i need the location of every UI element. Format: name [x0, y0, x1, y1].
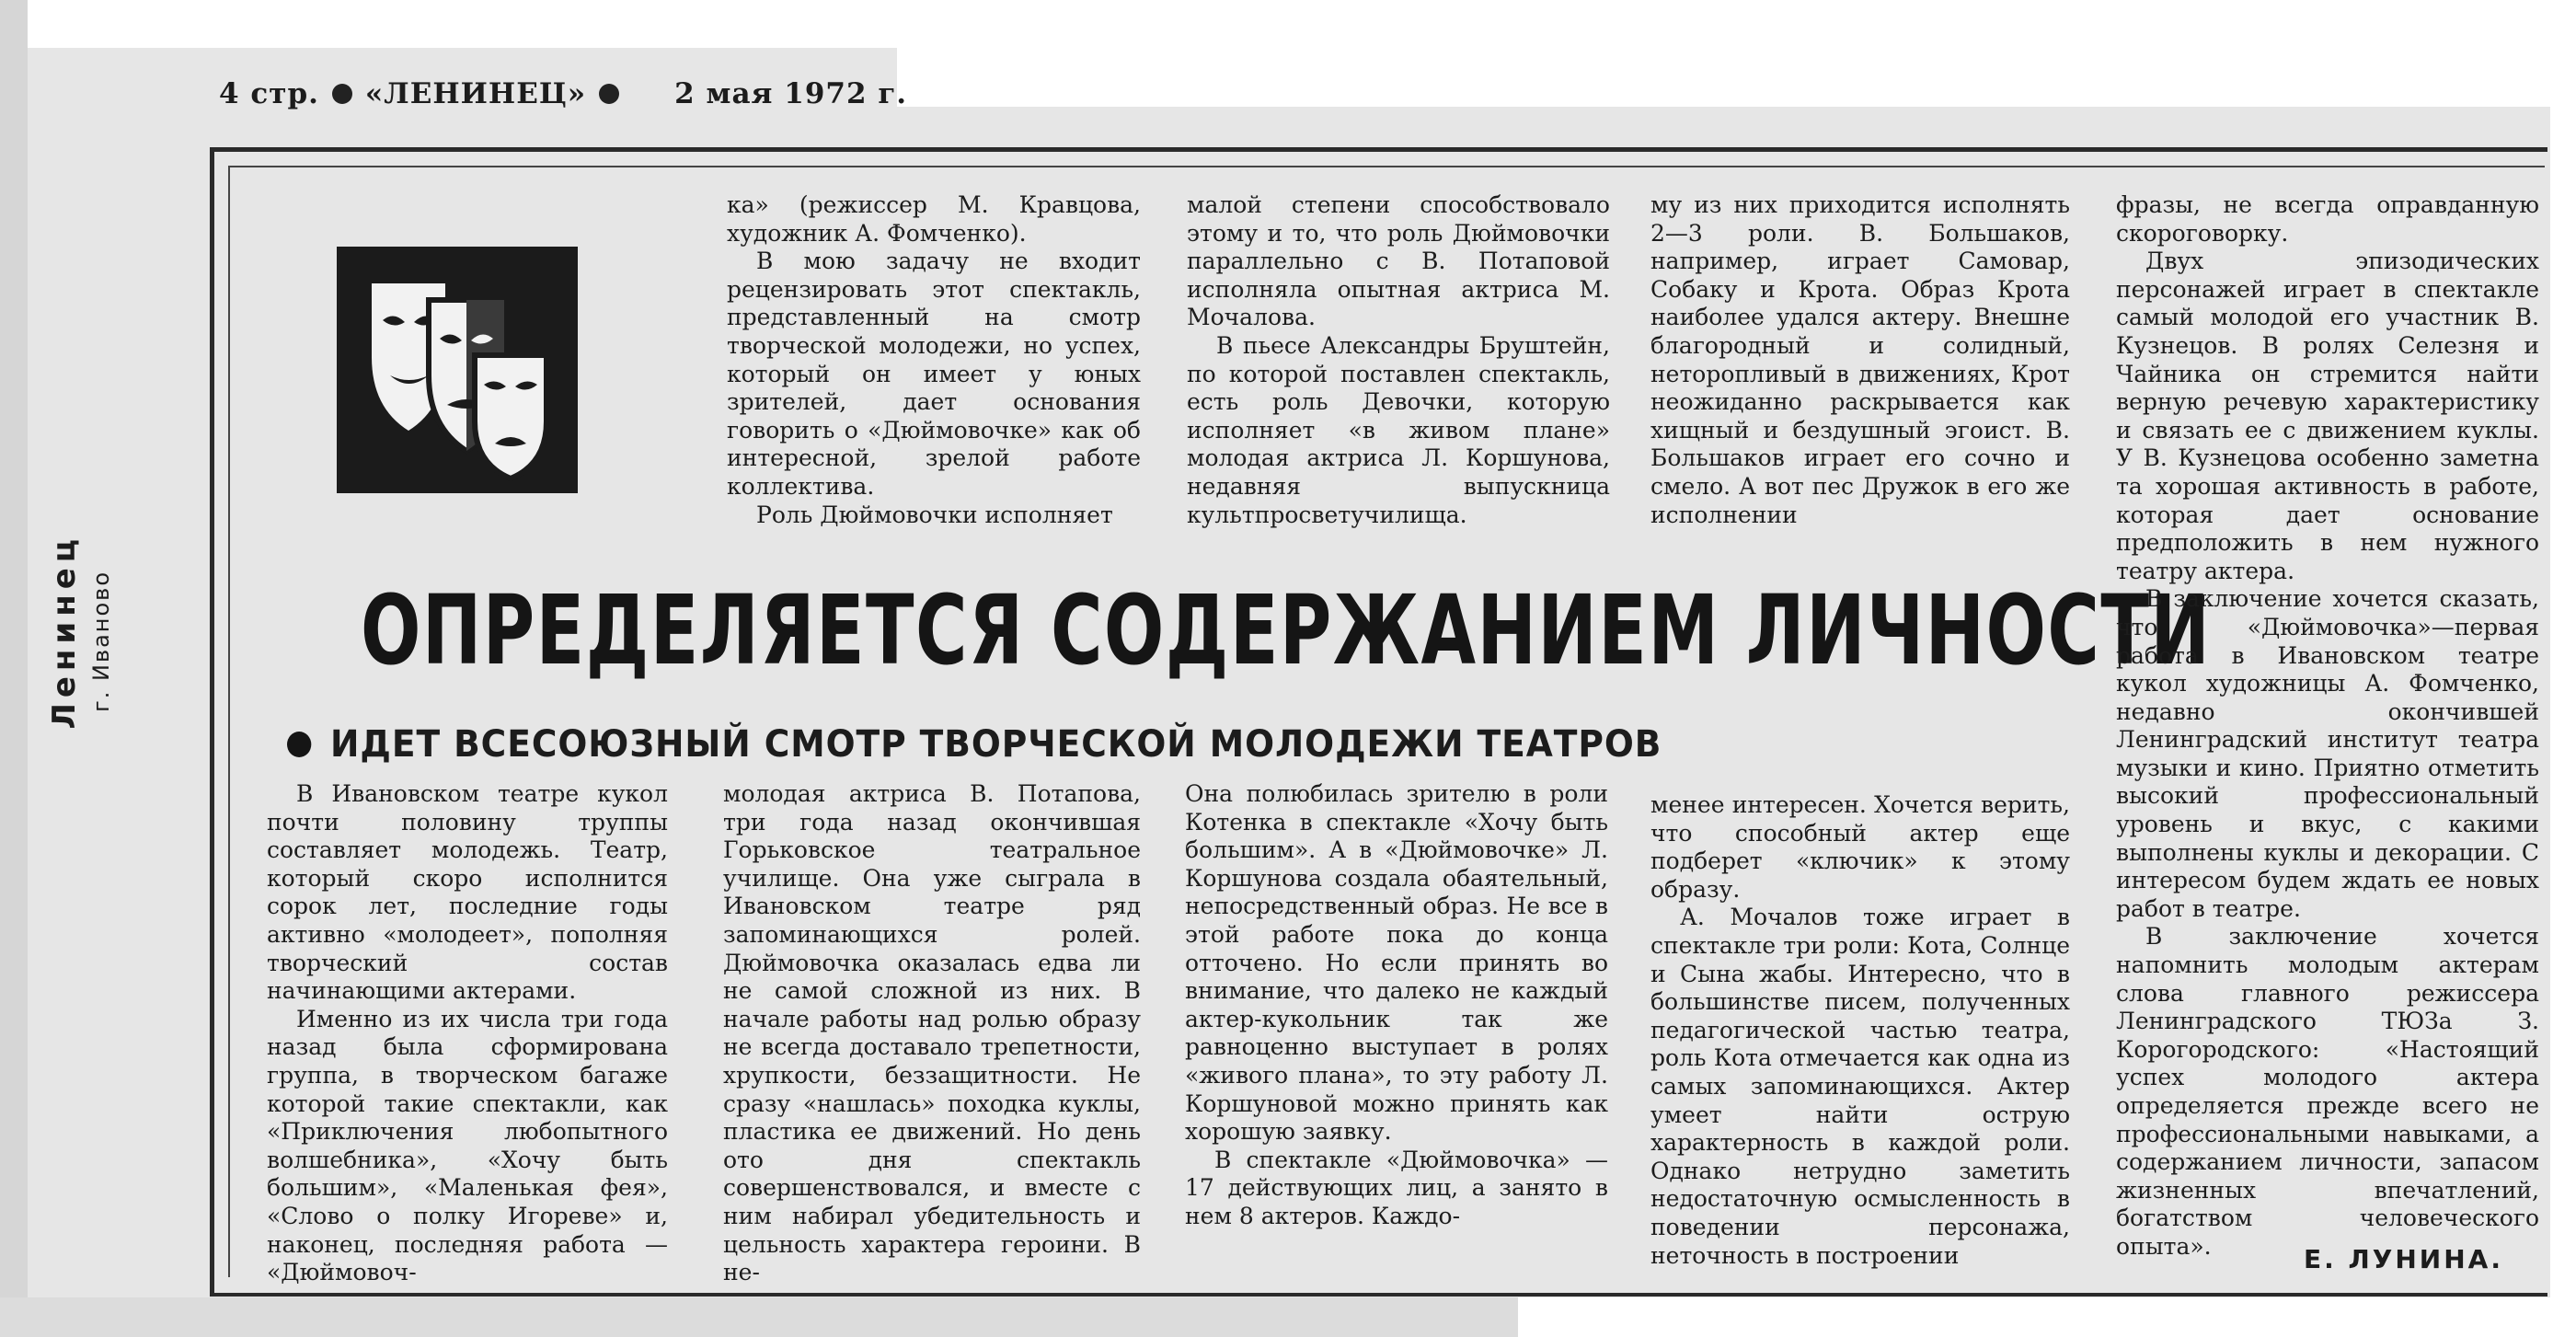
paragraph: менее интересен. Хочется верить, что способный актер еще подберет «ключик» к этому образу. [1650, 791, 2070, 903]
article-subheadline [287, 721, 1662, 767]
lower-column-3 [1185, 780, 1608, 1270]
paragraph: В заключение хочется сказать, что «Дюймовочка»—первая работа в Ивановском театре кукол художницы А. Фомченко, недавно окончившей Ленинградский институт театра музыки и кино. Приятно отметить высокий профессиональный уровень и вкус, с какими выполнены куклы и декорации. С интересом будем ждать ее новых работ в театре. [2116, 585, 2539, 922]
subheadline-text: ИДЕТ ВСЕСОЮЗНЫЙ СМОТР ТВОРЧЕСКОЙ МОЛОДЕЖИ ТЕАТРОВ [330, 723, 1662, 766]
article-author: Е. ЛУНИНА. [2304, 1244, 2503, 1274]
source-stamp [37, 497, 129, 1012]
paragraph: малой степени способствовало этому и то, что роль Дюймовочки параллельно с В. Потаповой исполняла опытная актриса М. Мочалова. [1187, 191, 1610, 331]
paragraph: В Ивановском театре кукол почти половину труппы составляет молодежь. Театр, который скоро исполнится сорок лет, последние годы активно «молодеет», пополняя творческий состав начинающими актерами. [267, 780, 668, 1005]
scan-background-bottom [0, 1297, 1518, 1337]
paragraph: Двух эпизодических персонажей играет в спектакле самый молодой его участник В. Кузнецов. В ролях Селезня и Чайника он стремится найти верную речевую характеристику и связать ее с движением куклы. У В. Кузнецова особенно заметна та хорошая активность в работе, которая дает основание предположить в нем нужного театру актера. [2116, 248, 2539, 584]
paragraph: молодая актриса В. Потапова, три года назад окончившая Горьковское театральное училище. Она уже сыграла в Ивановском театре ряд запоминающихся ролей. Дюймовочка оказалась едва ли не самой сложной из них. В начале работы над ролью образу не всегда доставало трепетности, хрупкости, беззащитности. Не сразу «нашлась» походка куклы, пластика ее движений. Но день ото дня спектакль совершенствовался, и вместе с ним набирал убедительность и цельность характера героини. В не- [723, 780, 1141, 1286]
paragraph: В пьесе Александры Бруштейн, по которой поставлен спектакль, есть роль Девочки, которую исполняет «в живом плане» молодая актриса Л. Коршунова, недавняя выпускница культпросветучилища. [1187, 331, 1610, 528]
upper-column-2 [727, 191, 1141, 534]
paragraph: Роль Дюймовочки исполняет [756, 501, 1113, 528]
paragraph: ка» (режиссер М. Кравцова, художник А. Фомченко). [727, 191, 1141, 247]
lower-column-1 [267, 780, 668, 1286]
lower-column-4 [1650, 791, 2070, 1270]
paragraph: В мою задачу не входит рецензировать этот спектакль, представленный на смотр творческой молодежи, но успех, который он имеет у юных зрителей, дает основания говорить о «Дюймовочке» как об интересной, зрелой работе коллектива. [727, 248, 1141, 500]
bullet-icon [599, 84, 619, 104]
lower-column-2 [723, 780, 1141, 1286]
newspaper-name: «ЛЕНИНЕЦ» [364, 77, 587, 110]
paragraph: А. Мочалов тоже играет в спектакле три роли: Кота, Солнце и Сына жабы. Интересно, что в большинстве писем, полученных педагогической частью театра, роль Кота отмечается как одна из самых запоминающихся. Актер умеет найти острую характерность в каждой роли. Однако нетрудно заметить недостаточную осмысленность в поведении персонажа, неточность в построении [1650, 904, 2070, 1269]
scan-background-left [0, 0, 28, 1337]
theatre-masks-icon [337, 247, 578, 493]
right-column [2116, 191, 2539, 1259]
paragraph: В заключение хочется напомнить молодым актерам слова главного режиссера Ленинградского ТЮЗа З. Корогородского: «Настоящий успех молодого актера определяется прежде всего не профессиональными навыками, а содержанием личности, запасом жизненных впечатлений, богатством человеческого опыта». [2116, 923, 2539, 1260]
source-newspaper: Ленинец [46, 534, 83, 730]
source-city: г. Иваново [88, 571, 114, 712]
upper-column-3 [1187, 191, 1610, 534]
issue-date: 2 мая 1972 г. [674, 77, 908, 110]
bullet-icon [332, 84, 352, 104]
bullet-icon [287, 732, 311, 757]
clipping-cut-edge [897, 48, 2550, 107]
paragraph: му из них приходится исполнять 2—3 роли. В. Большаков, например, играет Самовар, Собаку и Крота. Образ Крота наиболее удался актеру. Внешне благородный и солидный, неторопливый в движениях, Крот неожиданно раскрывается как хищный и бездушный эгоист. В. Большаков играет его сочно и смело. А вот пес Дружок в его же исполнении [1650, 191, 2070, 528]
paragraph: Именно из их числа три года назад была сформирована группа, в творческом багаже которой такие спектакли, как «Приключения любопытного волшебника», «Хочу быть большим», «Маленькая фея», «Слово о полку Игореве» и, наконец, последняя работа — «Дюймовоч- [267, 1005, 668, 1286]
paragraph: Она полюбилась зрителю в роли Котенка в спектакле «Хочу быть большим». А в «Дюймовочке» Л. Коршунова создала обаятельный, непосредственный образ. Не все в этой работе пока до конца отточено. Но если принять во внимание, что далеко не каждый актер-кукольник так же равноценно выступает в ролях «живого плана», то эту работу Л. Коршуновой можно принять как хорошую заявку. [1185, 780, 1608, 1146]
page-number: 4 стр. [219, 77, 319, 110]
paragraph: фразы, не всегда оправданную скороговорку. [2116, 191, 2539, 247]
upper-column-4 [1650, 191, 2070, 534]
newspaper-header [219, 70, 907, 118]
article-headline: ОПРЕДЕЛЯЕТСЯ СОДЕРЖАНИЕМ ЛИЧНОСТИ [361, 574, 2212, 686]
paragraph: В спектакле «Дюймовочка» — 17 действующих лиц, а занято в нем 8 актеров. Каждо- [1185, 1146, 1608, 1229]
